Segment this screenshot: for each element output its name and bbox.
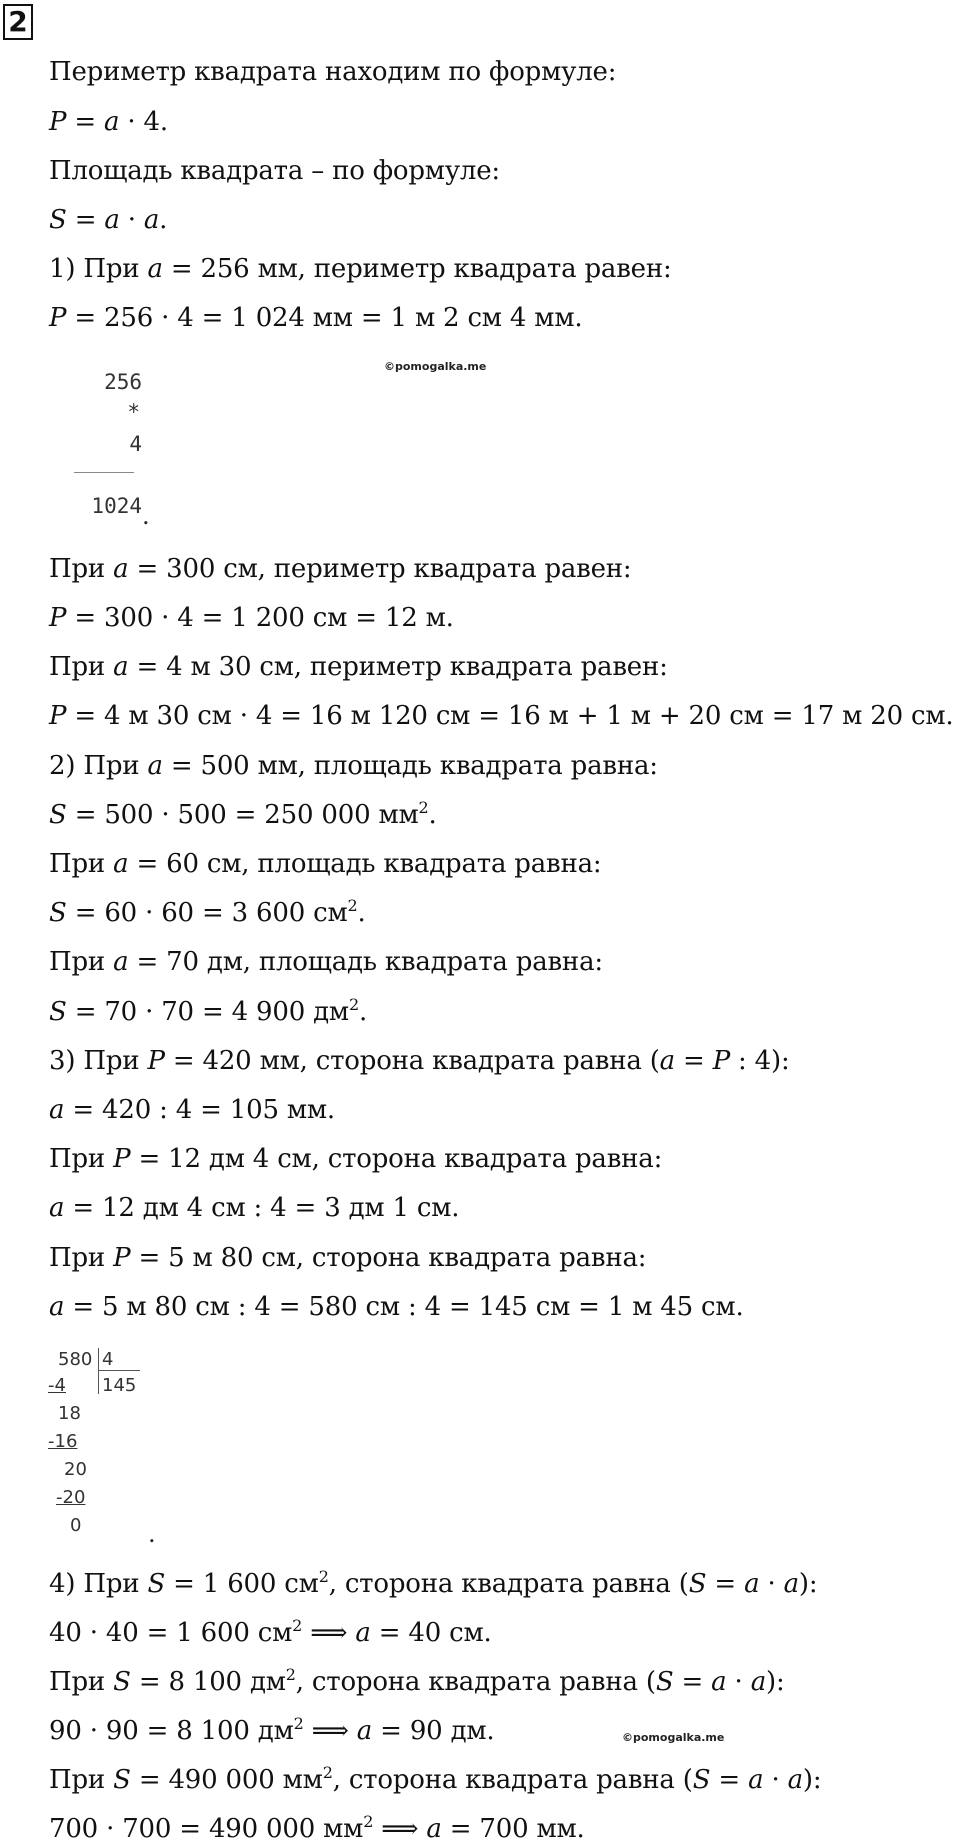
- text-line: При a = 300 см, периметр квадрата равен:: [49, 554, 632, 584]
- text-line: При a = 70 дм, площадь квадрата равна:: [49, 947, 603, 977]
- text-line: Периметр квадрата находим по формуле:: [49, 57, 617, 87]
- division-step: -20: [56, 1487, 86, 1508]
- division-step: -16: [48, 1431, 78, 1452]
- text-line: При S = 490 000 $мм^2$, сторона квадрата равна (S = a · a):: [49, 1763, 822, 1795]
- dividend: 580: [58, 1349, 93, 1370]
- text-line: P = 4 м 30 см · 4 = 16 м 120 см = 16 м + 1 м + 20 см = 17 м 20 см.: [49, 701, 954, 731]
- text-line: При a = 60 см, площадь квадрата равна:: [49, 849, 602, 879]
- division-step: -4: [48, 1375, 66, 1396]
- text-line: При a = 4 м 30 см, периметр квадрата равен:: [49, 652, 668, 682]
- text-line: При P = 12 дм 4 см, сторона квадрата равна:: [49, 1144, 663, 1174]
- text-line: a = 5 м 80 см : 4 = 580 см : 4 = 145 см = 1 м 45 см.: [49, 1292, 744, 1322]
- text-line: 3) При P = 420 мм, сторона квадрата равна (a = P : 4):: [49, 1046, 790, 1076]
- text-line: 90 · 90 = 8 100 $дм^2$ ⟹ a = 90 дм.: [49, 1714, 495, 1746]
- quotient: 145: [102, 1375, 137, 1396]
- division-vertical-line: [98, 1348, 99, 1394]
- text-line: S = 70 · 70 = 4 900 $дм^2$.: [49, 995, 368, 1027]
- text-line: S = 500 · 500 = 250 000 $мм^2$.: [49, 798, 437, 830]
- text-line: 1) При a = 256 мм, периметр квадрата равен:: [49, 254, 672, 284]
- text-line: a = 420 : 4 = 105 мм.: [49, 1095, 336, 1125]
- text-line: P = 300 · 4 = 1 200 см = 12 м.: [49, 603, 454, 633]
- watermark: ©pomogalka.me: [384, 360, 487, 373]
- calc-end-dot: .: [142, 502, 150, 530]
- text-line: P = a · 4.: [49, 107, 168, 137]
- calc-line: [74, 472, 134, 473]
- watermark: ©pomogalka.me: [622, 1731, 725, 1744]
- multiplicand: 256: [104, 370, 142, 394]
- text-line: 2) При a = 500 мм, площадь квадрата равна:: [49, 751, 658, 781]
- multiply-operator: *: [127, 400, 140, 424]
- text-line: 4) При S = 1 600 $см^2$, сторона квадрата равна (S = a · a):: [49, 1567, 818, 1599]
- division-horizontal-line: [98, 1370, 140, 1371]
- text-line: 40 · 40 = 1 600 $см^2$ ⟹ a = 40 см.: [49, 1616, 492, 1648]
- multiplier: 4: [129, 432, 142, 456]
- multiplication-result: 1024: [91, 494, 142, 518]
- text-line: 700 · 700 = 490 000 $мм^2$ ⟹ a = 700 мм.: [49, 1812, 585, 1844]
- text-line: При P = 5 м 80 см, сторона квадрата равна:: [49, 1243, 647, 1273]
- division-step: 0: [70, 1515, 82, 1536]
- text-line: P = 256 · 4 = 1 024 мм = 1 м 2 см 4 мм.: [49, 303, 583, 333]
- long-division: [48, 1346, 158, 1546]
- division-end-dot: .: [148, 1520, 156, 1548]
- task-number: 2: [3, 4, 33, 40]
- text-line: Площадь квадрата – по формуле:: [49, 156, 500, 186]
- divisor: 4: [102, 1349, 114, 1370]
- division-step: 18: [58, 1403, 81, 1424]
- text-line: S = 60 · 60 = 3 600 $см^2$.: [49, 896, 366, 928]
- division-step: 20: [64, 1459, 87, 1480]
- text-line: a = 12 дм 4 см : 4 = 3 дм 1 см.: [49, 1193, 460, 1223]
- text-line: При S = 8 100 $дм^2$, сторона квадрата равна (S = a · a):: [49, 1665, 785, 1697]
- text-line: S = a · a.: [49, 205, 168, 235]
